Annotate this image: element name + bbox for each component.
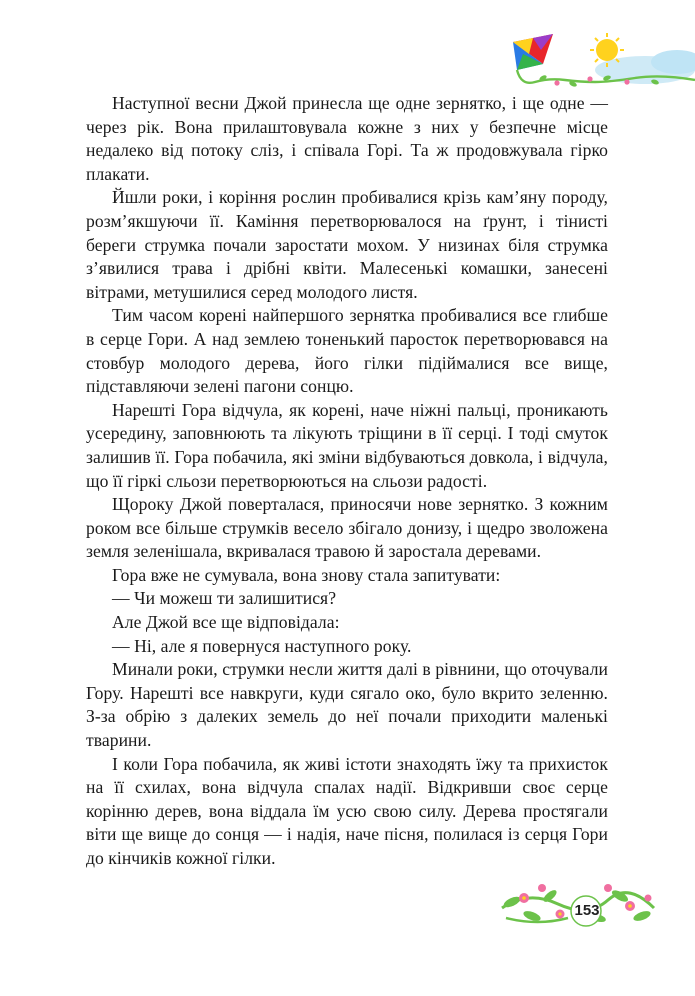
paragraph: Нарешті Гора відчула, як корені, наче ніжні пальці, проникають усередину, заповнюють та лікують тріщини в її серці. І тоді смуток залишив її. Гора побачила, які зміни відбуваються довкола, і відчула, що її гіркі сльози перетворюються на сльози радості. (86, 399, 608, 491)
paragraph: Минали роки, струмки несли життя далі в рівнини, що оточували Гору. Нарешті все навкруги, куди сягало око, було вкрито зеленню. З-за обрію з далеких земель до неї почали приходити маленькі тварини. (86, 659, 608, 751)
paragraph: Щороку Джой поверталася, приносячи нове зернятко. З кожним роком все більше струмків весело збігало донизу, і щедро зволожена земля зеленішала, вкривалася травою й заростала деревами. (86, 494, 608, 562)
story-text (86, 92, 608, 871)
paragraph: І коли Гора побачила, як живі істоти знаходять їжу та прихисток на її схилах, вона відчула спалах надії. Відкривши своє серце корінню дерев, вона віддала їм усю свою силу. Дерева простягали віти ще вище до сонця — і надія, наче пісня, полилася із серця Гори до кінчиків кожної гілки. (86, 753, 608, 868)
paragraph: Гора вже не сумувала, вона знову стала запитувати: (112, 564, 501, 585)
paragraph: Наступної весни Джой принесла ще одне зернятко, і ще одне — через рік. Вона прилаштовувала кожне з них у безпечне місце недалеко від потоку сліз, і співала Горі. Та ж продовжувала гірко плакати. (86, 93, 608, 184)
dialogue-line: — Чи можеш ти залишитися? (112, 588, 337, 609)
page-number: 153 (574, 902, 600, 919)
dialogue-line: — Ні, але я повернуся наступного року. (112, 635, 412, 656)
paragraph: Тим часом корені найпершого зернятка пробивалися все глибше в серце Гори. А над землею тоненький паросток перетворювався на стовбур молодого дерева, його гілки підіймалися все вище, підставляючи зелені пагони сонцю. (86, 305, 608, 397)
paragraph: Йшли роки, і коріння рослин пробивалися крізь кам’яну породу, розм’якшуючи її. Каміння перетворювалося на ґрунт, і тінисті береги струмка почали заростати мохом. У низинах біля струмка з’явилися трава і дрібні квіти. Малесенькі комашки, занесені вітрами, метушилися серед молодого листя. (86, 187, 608, 302)
paragraph: Але Джой все ще відповідала: (112, 612, 340, 633)
